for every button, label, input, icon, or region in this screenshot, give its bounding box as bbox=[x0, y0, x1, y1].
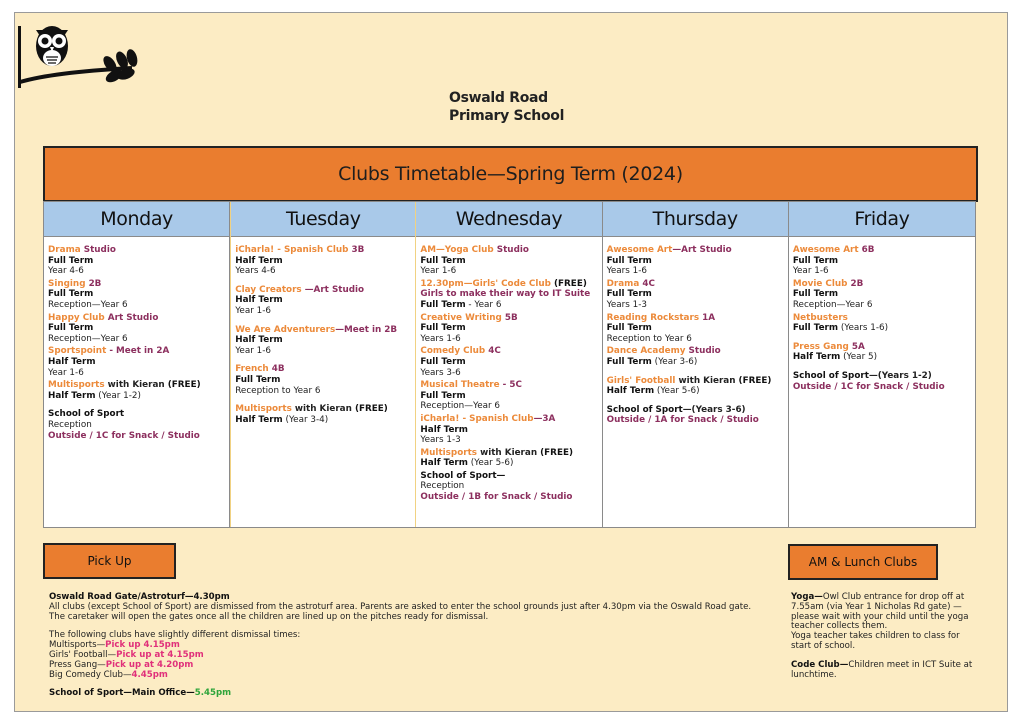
club-detail bbox=[607, 300, 784, 311]
club-detail bbox=[420, 289, 597, 300]
sos-time: 5.45pm bbox=[194, 688, 232, 699]
dismissal-time: Pick up at 4.20pm bbox=[105, 659, 194, 670]
club-detail bbox=[235, 346, 411, 357]
term-label: Full Term bbox=[420, 323, 466, 334]
club-title-part: Multisports bbox=[48, 380, 105, 391]
club-title bbox=[235, 325, 411, 336]
term-label: Full Term bbox=[606, 289, 652, 300]
term-label: Full Term bbox=[420, 299, 466, 310]
club-title-part: Awesome Art bbox=[606, 245, 673, 255]
club-detail bbox=[48, 368, 225, 379]
club-entry bbox=[607, 313, 784, 345]
club-detail bbox=[793, 352, 971, 363]
club-detail bbox=[793, 266, 971, 277]
club-title-part: 4B bbox=[271, 364, 285, 375]
club-detail bbox=[607, 289, 784, 300]
dismissal-club: Press Gang— bbox=[49, 659, 106, 670]
term-label: Full Term bbox=[48, 255, 94, 266]
club-title-part: School of Sport— bbox=[420, 470, 506, 481]
club-title-part: Movie Club bbox=[792, 278, 851, 289]
am-lunch-clubs-button: AM & Lunch Clubs bbox=[788, 544, 938, 580]
club-entry bbox=[48, 409, 225, 441]
year-range: Years 1-3 bbox=[606, 299, 647, 310]
club-detail bbox=[793, 256, 971, 267]
club-entry bbox=[420, 245, 597, 277]
am-lunch-info bbox=[791, 593, 981, 680]
term-label: Half Term bbox=[420, 458, 468, 469]
dismissal-list bbox=[49, 641, 769, 680]
club-detail bbox=[420, 334, 597, 345]
club-title-part: with Kieran bbox=[291, 404, 355, 415]
year-range: (Year 1-2) bbox=[95, 390, 141, 401]
yoga-label: Yoga— bbox=[791, 592, 823, 602]
club-title bbox=[48, 409, 225, 420]
club-detail bbox=[48, 256, 225, 267]
club-detail bbox=[48, 300, 225, 311]
term-label: Full Term bbox=[606, 255, 652, 266]
club-entry bbox=[48, 313, 225, 345]
club-title bbox=[235, 404, 411, 415]
club-title bbox=[48, 346, 225, 357]
dismissal-time: 4.45pm bbox=[131, 669, 168, 680]
day-column-wednesday bbox=[416, 202, 602, 527]
club-detail bbox=[48, 266, 225, 277]
club-detail bbox=[607, 266, 784, 277]
club-title bbox=[420, 414, 597, 425]
timetable-grid bbox=[43, 201, 976, 528]
year-range: Reception bbox=[48, 419, 92, 430]
location-note: Outside / 1B for Snack / Studio bbox=[420, 492, 573, 503]
club-detail bbox=[48, 289, 225, 300]
year-range: Years 4-6 bbox=[235, 266, 276, 277]
club-title-part: 5A bbox=[851, 341, 865, 352]
club-detail bbox=[48, 334, 225, 345]
club-title bbox=[793, 313, 971, 324]
day-column-friday bbox=[789, 202, 975, 527]
club-detail bbox=[420, 266, 597, 277]
club-title-part: with Kieran bbox=[477, 447, 541, 458]
year-range: (Year 3-4) bbox=[282, 414, 329, 425]
year-range: Years 3-6 bbox=[420, 367, 461, 378]
club-title-part: Comedy Club bbox=[420, 346, 489, 357]
day-column-monday bbox=[44, 202, 230, 527]
year-range: Year 1-6 bbox=[792, 266, 829, 277]
club-title-part: —Art Studio bbox=[304, 284, 365, 295]
club-entry bbox=[793, 342, 971, 363]
timetable-banner bbox=[43, 146, 978, 202]
term-label: Full Term bbox=[420, 356, 466, 367]
code-text: Children meet in ICT Suite at lunchtime. bbox=[791, 659, 973, 680]
club-title-part: Press Gang bbox=[792, 341, 852, 352]
yoga-info bbox=[791, 593, 981, 632]
club-detail bbox=[793, 300, 971, 311]
club-entry bbox=[235, 285, 411, 317]
club-title-part: Reading Rockstars bbox=[606, 312, 703, 323]
club-detail bbox=[793, 323, 971, 334]
club-entry bbox=[793, 313, 971, 334]
day-clubs bbox=[416, 237, 601, 505]
club-detail bbox=[420, 425, 597, 436]
year-range: Year 1-6 bbox=[48, 367, 84, 378]
club-title-part: 3B bbox=[351, 245, 365, 255]
year-range: Reception to Year 6 bbox=[606, 333, 692, 344]
club-title-part: —Art Studio bbox=[672, 245, 732, 255]
club-detail bbox=[48, 323, 225, 334]
club-detail bbox=[607, 323, 784, 334]
club-entry bbox=[793, 245, 971, 277]
term-label: Full Term bbox=[606, 356, 652, 367]
club-detail bbox=[420, 323, 597, 334]
club-entry bbox=[607, 245, 784, 277]
club-title bbox=[420, 448, 597, 459]
club-detail bbox=[607, 357, 784, 368]
club-title-part: with Kieran bbox=[104, 380, 168, 391]
club-title-part: School of Sport bbox=[606, 404, 683, 415]
club-title-part: Dance Academy bbox=[606, 346, 689, 357]
club-title-part: Happy Club bbox=[48, 312, 108, 323]
year-range: Reception to Year 6 bbox=[235, 385, 321, 396]
spacer bbox=[48, 443, 225, 449]
club-title-part: School of Sport bbox=[48, 409, 125, 420]
club-title-part: School of Sport bbox=[792, 370, 869, 381]
club-detail bbox=[607, 256, 784, 267]
club-title-part: Creative Writing bbox=[420, 312, 505, 323]
dismissal-time: Pick up 4.15pm bbox=[105, 640, 180, 651]
club-detail bbox=[235, 415, 411, 426]
club-title-part: (FREE) bbox=[354, 404, 388, 415]
club-entry bbox=[607, 376, 784, 397]
term-label: Half Term bbox=[235, 414, 283, 425]
dismissal-club: Multisports— bbox=[49, 640, 106, 651]
club-detail bbox=[420, 492, 597, 503]
day-header: Tuesday bbox=[231, 202, 415, 237]
club-detail bbox=[420, 401, 597, 412]
club-detail bbox=[420, 435, 597, 446]
club-title-part: Musical Theatre bbox=[420, 380, 503, 391]
club-title bbox=[235, 364, 411, 375]
club-title-part: 2B bbox=[88, 278, 102, 289]
club-title-part: Drama bbox=[606, 278, 643, 289]
club-title-part: iCharla! - Spanish Club bbox=[420, 413, 534, 424]
club-title bbox=[420, 279, 597, 290]
club-entry bbox=[420, 471, 597, 503]
club-detail bbox=[235, 256, 411, 267]
day-clubs bbox=[789, 237, 975, 394]
year-range: Year 1-6 bbox=[235, 305, 271, 316]
club-entry bbox=[420, 448, 597, 469]
year-range: Reception bbox=[420, 481, 465, 492]
term-label: Full Term bbox=[420, 255, 466, 266]
club-title-part: French bbox=[235, 364, 272, 375]
day-column-tuesday bbox=[230, 202, 416, 527]
school-name-line2: Primary School bbox=[449, 108, 565, 124]
year-range: Years 1-3 bbox=[420, 435, 461, 446]
club-title bbox=[48, 245, 225, 256]
club-detail bbox=[235, 375, 411, 386]
club-title bbox=[607, 346, 784, 357]
club-title bbox=[793, 342, 971, 353]
club-title-part: Drama bbox=[48, 245, 84, 255]
pickup-heading: Oswald Road Gate/Astroturf—4.30pm bbox=[49, 592, 230, 602]
location-note: Outside / 1A for Snack / Studio bbox=[606, 415, 759, 426]
term-label: Half Term bbox=[235, 335, 283, 346]
club-title bbox=[793, 245, 971, 256]
club-title-part: Awesome Art bbox=[792, 245, 862, 255]
club-detail bbox=[235, 386, 411, 397]
sos-label: School of Sport—Main Office— bbox=[49, 688, 195, 699]
club-title bbox=[48, 279, 225, 290]
club-detail bbox=[420, 357, 597, 368]
dismissal-club: Big Comedy Club— bbox=[49, 669, 132, 680]
club-entry bbox=[235, 325, 411, 357]
year-range: Reception—Year 6 bbox=[420, 401, 501, 412]
club-title-part: Art Studio bbox=[107, 312, 159, 323]
term-label: Half Term bbox=[792, 352, 841, 363]
club-detail bbox=[420, 391, 597, 402]
day-clubs bbox=[231, 237, 415, 427]
club-title-part: - 5C bbox=[502, 380, 522, 391]
club-entry bbox=[235, 404, 411, 425]
club-title-part: 4C bbox=[642, 278, 655, 289]
term-label: Full Term bbox=[48, 289, 94, 300]
pickup-button: Pick Up bbox=[43, 543, 176, 579]
club-entry bbox=[793, 279, 971, 311]
club-title bbox=[420, 245, 597, 256]
club-title-part: Netbusters bbox=[792, 312, 848, 323]
club-title-part: Studio bbox=[83, 245, 116, 255]
club-detail bbox=[235, 335, 411, 346]
club-title-part: 2B bbox=[850, 278, 864, 289]
club-title bbox=[420, 471, 597, 482]
dismissal-club: Girls' Football— bbox=[49, 649, 117, 660]
day-clubs bbox=[44, 237, 229, 449]
club-entry bbox=[235, 245, 411, 277]
club-title bbox=[607, 279, 784, 290]
year-range: Year 1-6 bbox=[235, 345, 271, 356]
year-range: Reception—Year 6 bbox=[792, 299, 873, 310]
club-entry bbox=[420, 279, 597, 311]
location-note: Outside / 1C for Snack / Studio bbox=[48, 430, 200, 441]
club-detail bbox=[235, 295, 411, 306]
club-detail bbox=[235, 306, 411, 317]
yoga-text: Owl Club entrance for drop off at 7.55am (via Year 1 Nicholas Rd gate) — please wait with your child until the yoga teacher collects them. bbox=[791, 592, 969, 632]
dismissal-item bbox=[49, 671, 769, 681]
club-entry bbox=[48, 346, 225, 378]
club-entry bbox=[48, 245, 225, 277]
club-title bbox=[235, 245, 411, 256]
club-entry bbox=[607, 405, 784, 426]
term-label: Half Term bbox=[235, 255, 283, 266]
location-note: Girls to make their way to IT Suite bbox=[420, 289, 591, 300]
club-detail bbox=[607, 415, 784, 426]
club-title-part: 1A bbox=[702, 312, 716, 323]
club-title-part: 5B bbox=[504, 312, 518, 323]
club-detail bbox=[420, 256, 597, 267]
club-detail bbox=[48, 431, 225, 442]
club-title bbox=[793, 279, 971, 290]
club-title-part: —3A bbox=[533, 413, 556, 424]
term-label: Full Term bbox=[792, 255, 839, 266]
club-detail bbox=[420, 368, 597, 379]
term-label: Full Term bbox=[792, 323, 839, 334]
club-title-part: Singing bbox=[48, 278, 89, 289]
club-title-part: AM—Yoga Club bbox=[420, 245, 497, 255]
club-title-part: (FREE) bbox=[554, 278, 587, 289]
club-entry bbox=[420, 414, 597, 446]
club-title bbox=[420, 380, 597, 391]
pickup-para1: All clubs (except School of Sport) are dismissed from the astroturf area. Parents are asked to enter the school grounds just after 4.30pm via the Oswald Road gate. bbox=[49, 601, 752, 612]
club-entry bbox=[793, 371, 971, 392]
club-detail bbox=[420, 300, 597, 311]
club-detail bbox=[48, 420, 225, 431]
club-title-part: Studio bbox=[496, 245, 529, 255]
term-label: Half Term bbox=[606, 386, 655, 397]
club-entry bbox=[235, 364, 411, 396]
club-title bbox=[607, 313, 784, 324]
club-entry bbox=[420, 346, 597, 378]
club-title bbox=[48, 380, 225, 391]
club-entry bbox=[607, 279, 784, 311]
year-range: Reception—Year 6 bbox=[48, 299, 128, 310]
year-range: Year 1-6 bbox=[420, 266, 457, 277]
term-label: Full Term bbox=[235, 374, 281, 385]
term-label: Half Term bbox=[235, 295, 283, 306]
owl-on-branch-icon bbox=[14, 24, 154, 128]
club-title-part: (FREE) bbox=[738, 375, 772, 386]
term-label: Full Term bbox=[606, 323, 652, 334]
pickup-intro: The following clubs have slightly different dismissal times: bbox=[49, 630, 301, 641]
term-label: Full Term bbox=[48, 323, 94, 334]
year-range: Years 1-6 bbox=[606, 266, 647, 277]
school-name-line1: Oswald Road bbox=[449, 90, 548, 106]
term-label: Full Term bbox=[792, 289, 839, 300]
day-header: Friday bbox=[789, 202, 975, 237]
term-label: Half Term bbox=[420, 424, 468, 435]
club-entry bbox=[420, 380, 597, 412]
club-detail bbox=[607, 334, 784, 345]
club-title-part: Multisports bbox=[420, 447, 478, 458]
year-range: Reception—Year 6 bbox=[48, 333, 128, 344]
club-title-part: Girls' Football bbox=[606, 375, 676, 386]
club-title-part: Studio bbox=[688, 346, 721, 357]
club-title-part: —Meet in 2B bbox=[335, 324, 398, 335]
club-title-part: Sportspoint bbox=[48, 346, 110, 357]
code-label: Code Club— bbox=[791, 659, 849, 670]
club-title bbox=[235, 285, 411, 296]
club-title bbox=[607, 376, 784, 387]
school-of-sport-pickup bbox=[49, 689, 769, 699]
club-title bbox=[607, 245, 784, 256]
club-title bbox=[793, 371, 971, 382]
year-range: (Years 1-6) bbox=[838, 323, 889, 334]
year-range: (Year 5-6) bbox=[467, 458, 514, 469]
term-label: Half Term bbox=[48, 356, 96, 367]
club-title-part: iCharla! - Spanish Club bbox=[235, 245, 352, 255]
club-detail bbox=[48, 357, 225, 368]
club-detail bbox=[420, 458, 597, 469]
day-column-thursday bbox=[603, 202, 789, 527]
dismissal-time: Pick up at 4.15pm bbox=[116, 649, 204, 660]
club-detail bbox=[793, 382, 971, 393]
year-range: (Year 3-6) bbox=[651, 356, 698, 367]
club-title-part: (FREE) bbox=[540, 447, 573, 458]
year-range: (Year 5) bbox=[840, 352, 878, 363]
club-title-part: —(Years 1-2) bbox=[868, 370, 932, 381]
club-title-part: Multisports bbox=[235, 404, 292, 415]
club-entry bbox=[48, 380, 225, 401]
club-detail bbox=[607, 386, 784, 397]
yoga-text-2: Yoga teacher takes children to class for start of school. bbox=[791, 631, 960, 651]
club-detail bbox=[48, 391, 225, 402]
club-title bbox=[420, 313, 597, 324]
club-title bbox=[420, 346, 597, 357]
day-header: Thursday bbox=[603, 202, 788, 237]
day-header: Monday bbox=[44, 202, 229, 237]
club-title-part: We Are Adventurers bbox=[235, 324, 336, 335]
code-club-info bbox=[791, 661, 981, 681]
page-title: Clubs Timetable—Spring Term (2024) bbox=[338, 163, 683, 185]
club-title-part: (FREE) bbox=[167, 380, 201, 391]
club-detail bbox=[420, 481, 597, 492]
club-entry bbox=[607, 346, 784, 367]
club-entry bbox=[48, 279, 225, 311]
day-clubs bbox=[603, 237, 788, 428]
location-note: Outside / 1C for Snack / Studio bbox=[792, 381, 945, 392]
club-title-part: 4C bbox=[488, 346, 501, 357]
club-title-part: - Meet in 2A bbox=[109, 346, 170, 357]
pickup-para2: The caretaker will open the gates once all the children are lined up on the pitches ready for dismissal. bbox=[49, 611, 489, 622]
year-range: Years 1-6 bbox=[420, 333, 461, 344]
club-title bbox=[607, 405, 784, 416]
club-title-part: 12.30pm—Girls' Code Club bbox=[420, 278, 554, 289]
club-title-part: 6B bbox=[861, 245, 875, 255]
year-range: Year 4-6 bbox=[48, 266, 84, 277]
club-title-part: —(Years 3-6) bbox=[682, 404, 746, 415]
club-title-part: with Kieran bbox=[675, 375, 739, 386]
pickup-info bbox=[49, 593, 769, 699]
year-range: - Year 6 bbox=[465, 299, 502, 310]
term-label: Half Term bbox=[48, 390, 96, 401]
club-entry bbox=[420, 313, 597, 345]
term-label: Full Term bbox=[420, 390, 466, 401]
day-header: Wednesday bbox=[416, 202, 601, 237]
year-range: (Year 5-6) bbox=[654, 386, 700, 397]
club-title bbox=[48, 313, 225, 324]
club-detail bbox=[235, 266, 411, 277]
club-detail bbox=[793, 289, 971, 300]
club-title-part: Clay Creators bbox=[235, 284, 305, 295]
